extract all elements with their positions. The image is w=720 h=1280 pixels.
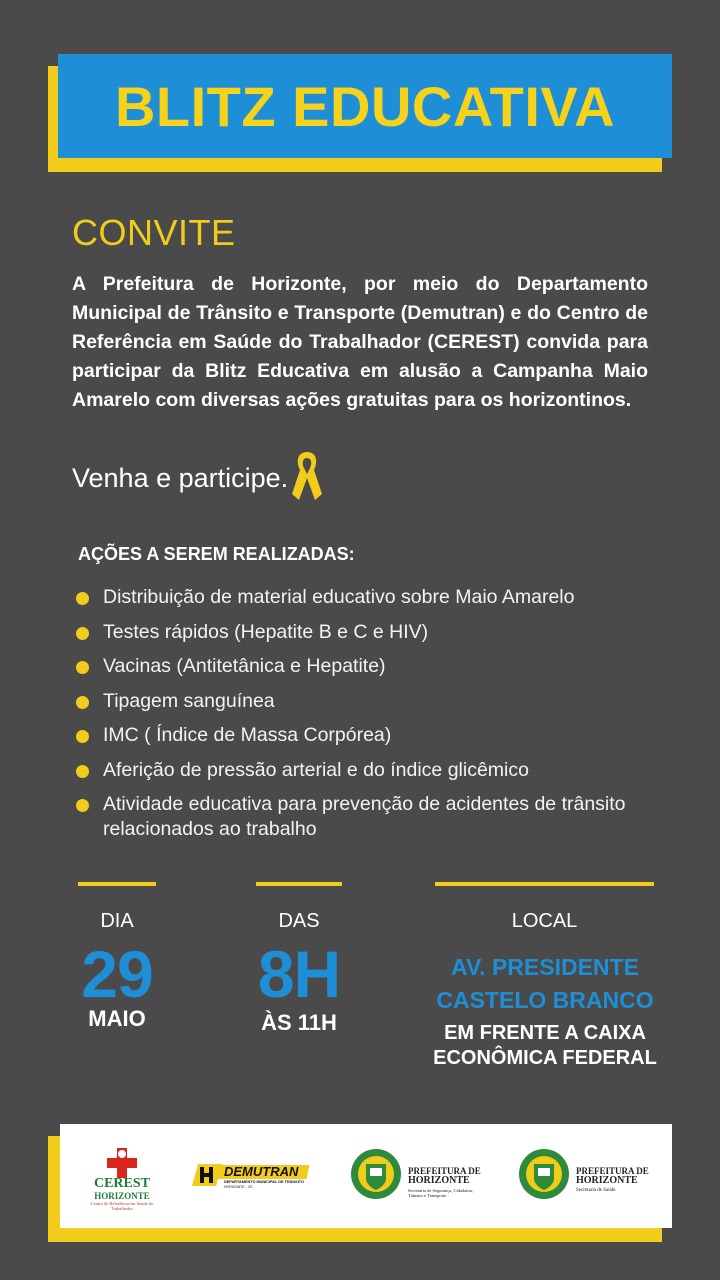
time-label: DAS: [278, 910, 320, 932]
prefeitura-1-line1: PREFEITURA DE: [408, 1166, 481, 1176]
call-to-action: [72, 452, 324, 504]
time-end: ÀS 11H: [261, 1010, 337, 1035]
cerest-logo-caption: Centro de Referência em Saúde do Trabalhador: [90, 1201, 154, 1211]
list-item: Distribuição de material educativo sobre Maio Amarelo: [76, 585, 666, 610]
list-item: Testes rápidos (Hepatite B e C e HIV): [76, 620, 666, 645]
day-month: MAIO: [88, 1006, 146, 1031]
title-banner: [58, 54, 672, 158]
list-item: IMC ( Índice de Massa Corpórea): [76, 723, 666, 748]
invite-body: A Prefeitura de Horizonte, por meio do Departamento Municipal de Trânsito e Transporte (Demutran) e do Centro de Referência em Saúde do Trabalhador (CEREST) convida para participar da Blitz Educativa em alusão a Campanha Maio Amarelo com diversas ações gratuitas para os horizontinos.: [72, 273, 648, 411]
location-street-2: CASTELO BRANCO: [436, 987, 654, 1013]
prefeitura-2-caption: Secretaria de Saúde: [576, 1188, 616, 1193]
time-start: 8H: [257, 937, 341, 1011]
list-item: Aferição de pressão arterial e do índice glicêmico: [76, 758, 666, 783]
bullet-icon: [76, 627, 89, 640]
cerest-logo: [86, 1148, 158, 1212]
location-reference: EM FRENTE A CAIXA: [444, 1022, 646, 1044]
municipal-crest-icon: [518, 1148, 570, 1200]
list-item: Atividade educativa para prevenção de acidentes de trânsito relacionados ao trabalho: [76, 792, 666, 842]
demutran-logo-name: DEMUTRAN: [224, 1164, 299, 1179]
bullet-icon: [76, 799, 89, 812]
bullet-icon: [76, 730, 89, 743]
demutran-logo-caption: DEPARTAMENTO MUNICIPAL DE TRÂNSITO: [224, 1180, 304, 1184]
invite-heading: CONVITE: [72, 212, 236, 253]
location-street: AV. PRESIDENTE: [451, 954, 639, 980]
location-reference-2: ECONÔMICA FEDERAL: [433, 1047, 657, 1069]
municipal-crest-icon: [350, 1148, 402, 1200]
bullet-icon: [76, 765, 89, 778]
actions-title: AÇÕES A SEREM REALIZADAS:: [78, 544, 355, 564]
demutran-logo: [192, 1162, 312, 1202]
divider: [435, 882, 654, 886]
call-to-action-text: Venha e participe.: [72, 462, 289, 493]
prefeitura-1-caption: Secretaria de Segurança, Cidadania, Trânsito e Transporte: [408, 1188, 473, 1198]
list-item: Tipagem sanguínea: [76, 689, 666, 714]
location-label: LOCAL: [511, 910, 578, 932]
cerest-logo-city: HORIZONTE: [94, 1191, 150, 1201]
yellow-ribbon-icon: [290, 448, 324, 504]
prefeitura-2-line2: HORIZONTE: [576, 1175, 638, 1186]
list-item: Vacinas (Antitetânica e Hepatite): [76, 654, 666, 679]
prefeitura-1-line2: HORIZONTE: [408, 1175, 470, 1186]
cerest-logo-name: CEREST: [93, 1176, 151, 1191]
day-value: 29: [81, 937, 153, 1011]
bullet-icon: [76, 592, 89, 605]
day-label: DIA: [100, 910, 134, 932]
divider: [78, 882, 156, 886]
bullet-icon: [76, 661, 89, 674]
prefeitura-2-line1: PREFEITURA DE: [576, 1166, 649, 1176]
page-title: BLITZ EDUCATIVA: [114, 74, 616, 138]
red-cross-icon: [107, 1148, 137, 1178]
actions-list: [76, 585, 666, 852]
divider: [256, 882, 342, 886]
prefeitura-seguranca-logo: [350, 1148, 490, 1204]
bullet-icon: [76, 696, 89, 709]
partner-logos: [60, 1124, 672, 1228]
prefeitura-saude-logo: [518, 1148, 658, 1204]
demutran-logo-sub: HORIZONTE - CE: [224, 1185, 253, 1189]
